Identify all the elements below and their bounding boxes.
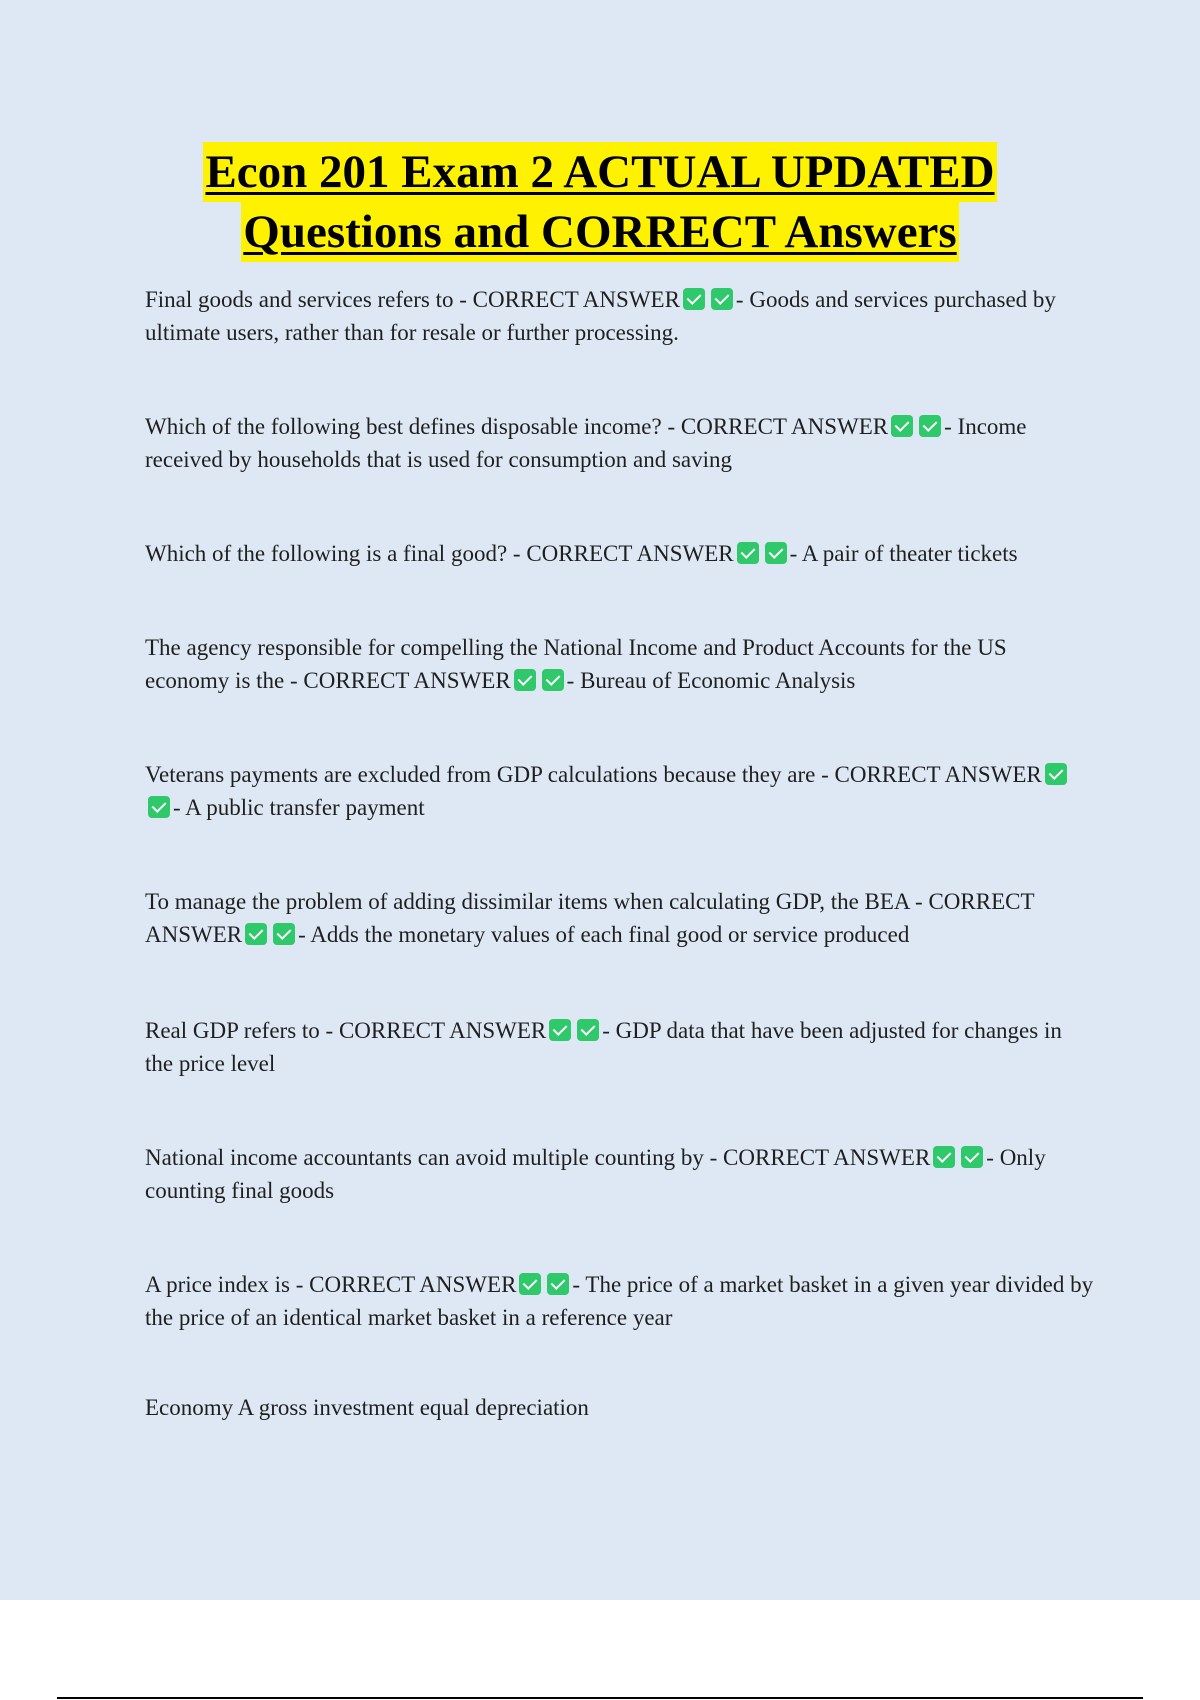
green-checkmark-icon [765, 542, 787, 564]
qa-item [145, 885, 1095, 951]
green-checkmark-icon [245, 923, 267, 945]
answer-text: - A public transfer payment [173, 795, 425, 820]
question-text: Which of the following best defines disposable income? [145, 414, 662, 439]
title-line-1: Econ 201 Exam 2 ACTUAL UPDATED [203, 142, 996, 202]
question-text: Which of the following is a final good? [145, 541, 508, 566]
question-text: Final goods and services refers to [145, 287, 454, 312]
question-text: To manage the problem of adding dissimilar items when calculating GDP, the BEA [145, 889, 910, 914]
green-checkmark-icon [148, 796, 170, 818]
green-checkmark-icon [919, 415, 941, 437]
answer-text: - Adds the monetary values of each final good or service produced [298, 922, 910, 947]
green-checkmark-icon [711, 288, 733, 310]
answer-text: - The price of a market basket in a given year divided by the price of an identical market basket in a reference year [145, 1272, 1094, 1330]
correct-answer-label: - CORRECT ANSWER [295, 1272, 517, 1297]
document-title [0, 142, 1200, 262]
qa-item [145, 537, 1095, 570]
question-text: Real GDP refers to [145, 1018, 320, 1043]
trailing-paragraph: Economy A gross investment equal depreciation [145, 1395, 589, 1420]
green-checkmark-icon [542, 669, 564, 691]
green-checkmark-icon [549, 1019, 571, 1041]
question-text: National income accountants can avoid multiple counting by [145, 1145, 704, 1170]
qa-item [145, 1014, 1095, 1080]
answer-text: - Income received by households that is used for consumption and saving [145, 414, 1027, 472]
correct-answer-label: - CORRECT ANSWER [290, 668, 511, 693]
answer-text: - Bureau of Economic Analysis [566, 668, 856, 693]
answer-text: - A pair of theater tickets [789, 541, 1018, 566]
qa-item [145, 758, 1095, 824]
correct-answer-label: - CORRECT ANSWER [325, 1018, 547, 1043]
correct-answer-label: - CORRECT ANSWER [821, 762, 1042, 787]
correct-answer-label: - CORRECT ANSWER [145, 889, 1035, 947]
correct-answer-label: - CORRECT ANSWER [667, 414, 889, 439]
qa-item [145, 410, 1095, 476]
qa-item [145, 1268, 1095, 1334]
title-line-2: Questions and CORRECT Answers [241, 202, 958, 262]
correct-answer-label: - CORRECT ANSWER [459, 287, 680, 312]
footer-rule [57, 1697, 1143, 1699]
qa-item [145, 1141, 1095, 1207]
green-checkmark-icon [737, 542, 759, 564]
answer-text: - Only counting final goods [145, 1145, 1046, 1203]
answer-text: - Goods and services purchased by ultimate users, rather than for resale or further processing. [145, 287, 1056, 345]
qa-item [145, 283, 1095, 349]
answer-text: - GDP data that have been adjusted for changes in the price level [145, 1018, 1062, 1076]
green-checkmark-icon [514, 669, 536, 691]
question-text: Veterans payments are excluded from GDP calculations because they are [145, 762, 816, 787]
question-text: The agency responsible for compelling the National Income and Product Accounts for the US economy is the [145, 635, 1007, 693]
qa-item [145, 631, 1095, 697]
green-checkmark-icon [1045, 763, 1067, 785]
green-checkmark-icon [577, 1019, 599, 1041]
green-checkmark-icon [547, 1273, 569, 1295]
green-checkmark-icon [891, 415, 913, 437]
green-checkmark-icon [961, 1146, 983, 1168]
question-text: A price index is [145, 1272, 290, 1297]
green-checkmark-icon [519, 1273, 541, 1295]
green-checkmark-icon [273, 923, 295, 945]
green-checkmark-icon [933, 1146, 955, 1168]
correct-answer-label: - CORRECT ANSWER [512, 541, 734, 566]
correct-answer-label: - CORRECT ANSWER [709, 1145, 931, 1170]
green-checkmark-icon [683, 288, 705, 310]
